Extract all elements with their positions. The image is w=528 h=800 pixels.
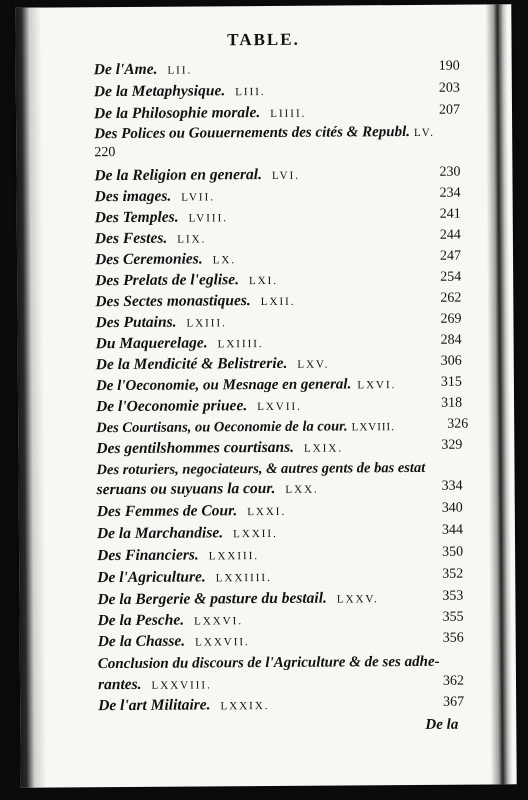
page-number: 254 xyxy=(440,269,462,285)
entry-title: Des Polices ou Gouuernements des cités & Republ. xyxy=(94,123,411,143)
entry-title: De la Religion en general. xyxy=(94,166,262,185)
toc-entry xyxy=(96,354,462,377)
page-number: 230 xyxy=(439,164,461,180)
entry-title: De la Pesche. xyxy=(97,611,185,630)
running-head: TABLE. xyxy=(227,29,300,50)
entry-title: Des Prelats de l'eglise. xyxy=(95,271,240,290)
entry-title: De la Marchandise. xyxy=(96,524,224,543)
chapter-number: LVI. xyxy=(271,169,301,182)
toc-entry xyxy=(94,81,460,104)
page-number: 284 xyxy=(440,332,462,348)
toc-entry xyxy=(98,631,464,654)
page-number: 326 xyxy=(447,416,469,432)
page-number: 353 xyxy=(442,588,464,604)
entry-title: Des images. xyxy=(94,187,172,206)
chapter-number: LIII. xyxy=(235,85,266,99)
chapter-number: LXVII. xyxy=(257,400,302,414)
chapter-number: LXI. xyxy=(248,274,279,288)
entry-title: De l'Ame. xyxy=(93,60,158,79)
entry-title: Des gentilshommes courtisans. xyxy=(96,438,295,458)
chapter-number: LXXV. xyxy=(336,593,379,606)
page-number: 352 xyxy=(442,566,464,582)
chapter-number: LXXII. xyxy=(233,527,278,541)
toc-entry xyxy=(95,249,461,272)
toc-entry xyxy=(94,59,460,82)
toc-entry xyxy=(97,523,463,546)
entry-title: Des Ceremonies. xyxy=(94,250,203,269)
chapter-number: LXX. xyxy=(285,483,319,496)
entry-title: Du Maquerelage. xyxy=(95,334,208,353)
toc-entry xyxy=(94,103,460,126)
chapter-number: LXXVII. xyxy=(195,636,250,649)
binding-gutter xyxy=(485,4,512,784)
entry-title: Des Temples. xyxy=(94,208,179,227)
toc-entry xyxy=(94,123,472,146)
toc-entry xyxy=(95,312,461,335)
book-page xyxy=(15,4,516,787)
chapter-number: LXVIII. xyxy=(351,421,395,434)
toc-entry xyxy=(97,545,463,568)
chapter-number: LIX. xyxy=(177,233,207,246)
toc-entry xyxy=(98,653,476,676)
entry-title: De la Chasse. xyxy=(97,632,186,651)
toc-entry xyxy=(96,459,474,482)
page-number: 334 xyxy=(441,478,463,494)
page-number: 355 xyxy=(442,609,464,625)
chapter-number: LXIII. xyxy=(186,317,227,330)
page-number: 241 xyxy=(439,206,461,222)
entry-title: De l'art Militaire. xyxy=(98,696,211,715)
page-number: 234 xyxy=(439,185,461,201)
entry-title: Conclusion du discours de l'Agriculture & de ses adhe- xyxy=(97,653,440,673)
toc-entry xyxy=(97,501,463,524)
chapter-number: LXIIII. xyxy=(217,338,264,351)
toc-entry xyxy=(95,207,461,230)
chapter-number: LXXIII. xyxy=(208,550,260,563)
entry-title: Des Financiers. xyxy=(97,546,199,565)
chapter-number: LXXVI. xyxy=(194,615,244,628)
entry-title-continuation: rantes. xyxy=(97,675,142,694)
entry-title: Des Festes. xyxy=(94,229,168,248)
toc-entry xyxy=(96,417,468,440)
page-number: 306 xyxy=(440,353,462,369)
toc-entry-continuation xyxy=(98,674,464,697)
entry-title: Des Femmes de Cour. xyxy=(96,502,238,521)
chapter-number: LIIII. xyxy=(270,107,307,120)
entry-title: De l'Agriculture. xyxy=(97,568,206,587)
chapter-number: LVII. xyxy=(181,191,216,204)
toc-entry-continuation xyxy=(97,479,463,502)
chapter-number: LXXI. xyxy=(247,505,287,519)
page-number: 244 xyxy=(439,227,461,243)
page-number: 318 xyxy=(441,395,463,411)
chapter-number: LXXIX. xyxy=(220,699,270,713)
page-number: 247 xyxy=(439,248,462,264)
page-number: 329 xyxy=(441,437,463,453)
entry-title: De la Philosophie morale. xyxy=(93,104,261,123)
toc-entry xyxy=(95,186,461,209)
chapter-number: LV. xyxy=(413,126,436,139)
catchword: De la xyxy=(425,716,459,733)
page-number: 207 xyxy=(438,102,461,118)
page-number: 356 xyxy=(442,630,464,646)
toc-entry xyxy=(96,438,462,461)
chapter-number: LXV. xyxy=(297,358,330,371)
toc-entry xyxy=(96,396,462,419)
entry-title: De la Metaphysique. xyxy=(93,82,226,101)
toc-entry xyxy=(96,375,462,398)
chapter-number: LVIII. xyxy=(188,212,229,225)
page-edge-shadow xyxy=(15,8,46,788)
chapter-number: LXXVIII. xyxy=(151,679,212,692)
toc-entry xyxy=(97,589,463,612)
toc-entry xyxy=(94,165,460,188)
page-number: 315 xyxy=(440,374,462,390)
toc-entry xyxy=(95,228,461,251)
toc-entry xyxy=(95,270,461,293)
chapter-number: LX. xyxy=(212,254,237,267)
page-number: 262 xyxy=(440,290,462,306)
toc-entry xyxy=(97,567,463,590)
toc-entry xyxy=(98,695,436,717)
chapter-number: LXIX. xyxy=(303,442,344,455)
entry-title: Des Putains. xyxy=(95,313,177,332)
page-number: 220 xyxy=(94,145,116,161)
page-number: 362 xyxy=(442,673,465,689)
entry-title: De l'Oeconomie, ou Mesnage en general. xyxy=(95,376,352,395)
chapter-number: LXXIIII. xyxy=(215,571,272,585)
chapter-number: LII. xyxy=(167,64,193,77)
chapter-number: LXII. xyxy=(260,295,296,309)
entry-title: Des roturiers, negociateurs, & autres gents de bas estat xyxy=(96,459,426,479)
page-number: 344 xyxy=(441,522,463,538)
entry-title: De la Bergerie & pasture du bestail. xyxy=(97,589,327,609)
entry-title-continuation: seruans ou suyuans la cour. xyxy=(96,479,276,499)
toc-entry xyxy=(96,333,462,356)
entry-title: De l'Oeconomie priuee. xyxy=(96,397,248,416)
page-number: 269 xyxy=(440,311,462,327)
page-number: 203 xyxy=(438,80,460,96)
toc-entry xyxy=(95,291,461,314)
entry-title: De la Mendicité & Belistrerie. xyxy=(95,354,288,374)
chapter-number: LXVI. xyxy=(357,379,397,392)
toc-entry xyxy=(98,610,464,633)
page-number: 350 xyxy=(442,544,464,560)
page-number: 367 xyxy=(443,694,465,710)
page-number: 340 xyxy=(441,500,463,516)
entry-title: Des Sectes monastiques. xyxy=(95,292,251,311)
page-number: 190 xyxy=(438,58,460,74)
entry-title: Des Courtisans, ou Oeconomie de la cour. xyxy=(96,418,348,437)
